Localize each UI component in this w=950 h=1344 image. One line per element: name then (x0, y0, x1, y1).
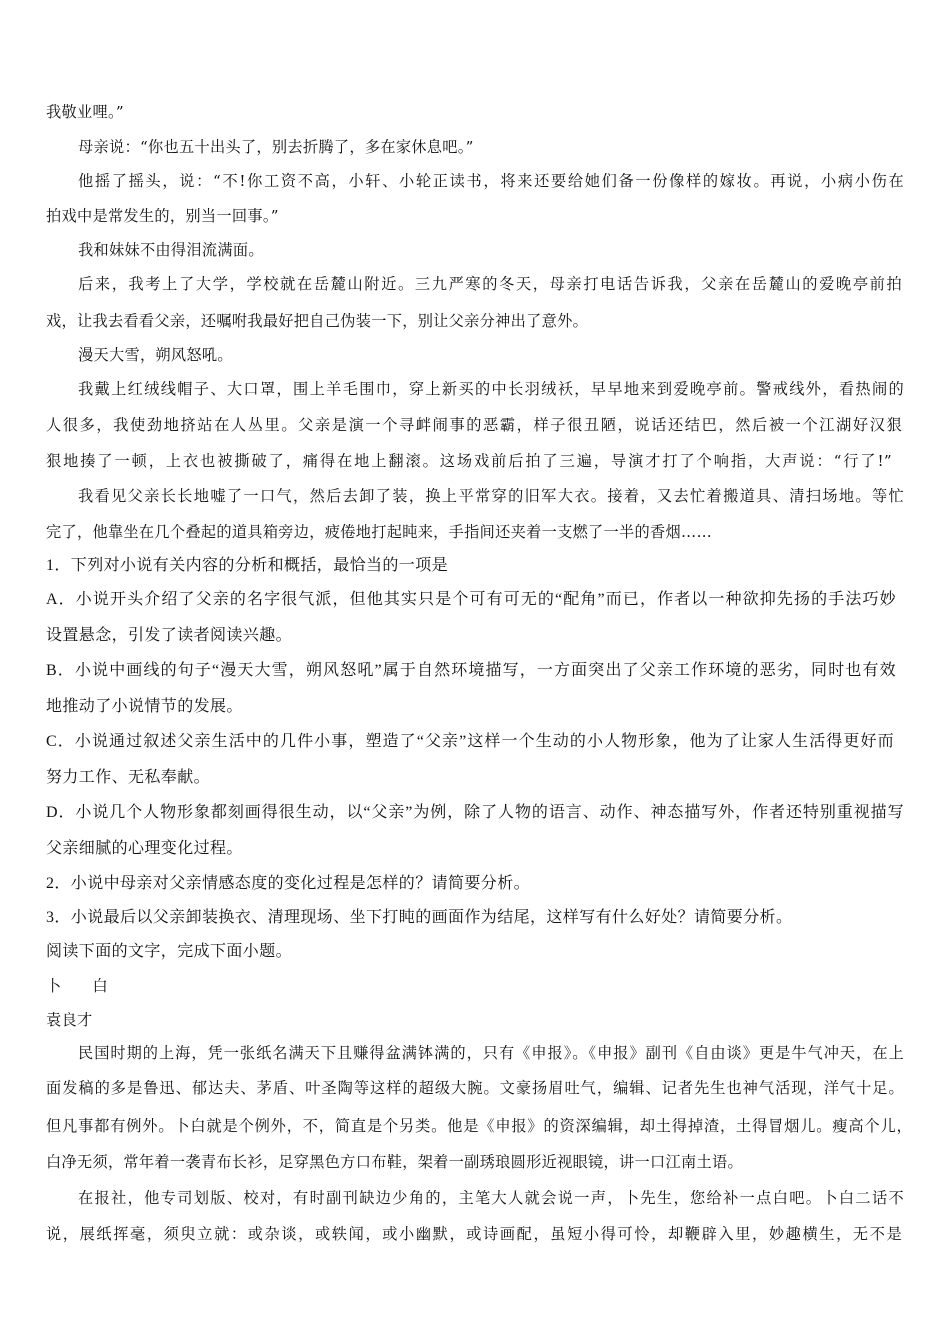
story2-title: 卜 白 (46, 977, 108, 995)
question-2: 2．小说中母亲对父亲情感态度的变化过程是怎样的？请简要分析。 (46, 875, 531, 892)
story1-line-3: 他摇了摇头，说：“不!你工资不高，小轩、小轮正读书，将来还要给她们备一份像样的嫁妆。再说，小病小伤在 (78, 172, 904, 190)
question-1-option-b-cont: 地推动了小说情节的发展。 (46, 698, 243, 715)
story2-line-4: 白净无须，常年着一袭青布长衫，足穿黑色方口布鞋，架着一副琇琅圆形近视眼镜，讲一口江南土语。 (46, 1153, 743, 1171)
story1-line-7: 戏，让我去看看父亲，还嘱咐我最好把自己伪装一下，别让父亲分神出了意外。 (46, 312, 589, 330)
story1-line-12: 我看见父亲长长地嘘了一口气，然后去卸了装，换上平常穿的旧军大衣。接着，又去忙着搬道具、清扫场地。等忙 (78, 487, 904, 505)
story1-line-11: 狠地揍了一顿，上衣也被撕破了，痛得在地上翻滚。这场戏前后拍了三遍，导演才打了个响指，大声说：“行了!” (46, 452, 892, 470)
story2-author: 袁良才 (46, 1011, 93, 1029)
story1-line-1: 我敬业哩。” (46, 103, 124, 121)
question-1-option-b: B．小说中画线的句子“漫天大雪，朔风怒吼”属于自然环境描写，一方面突出了父亲工作环境的恶劣，同时也有效 (46, 662, 896, 679)
story1-line-6: 后来，我考上了大学，学校就在岳麓山附近。三九严寒的冬天，母亲打电话告诉我，父亲在岳麓山的爱晚亭前拍 (78, 275, 902, 293)
question-1-option-c-cont: 努力工作、无私奉献。 (46, 769, 211, 786)
question-1-option-d-cont: 父亲细腻的心理变化过程。 (46, 840, 243, 857)
story1-line-9: 我戴上红绒线帽子、大口罩，围上羊毛围巾，穿上新买的中长羽绒袄，早早地来到爱晚亭前。警戒线外，看热闹的 (78, 380, 904, 398)
question-1-option-a: A．小说开头介绍了父亲的名字很气派，但他其实只是个可有可无的“配角”而已，作者以一种欲抑先扬的手法巧妙 (46, 591, 896, 608)
story1-line-2: 母亲说：“你也五十出头了，别去折腾了，多在家休息吧。” (78, 138, 474, 156)
story1-line-5: 我和妹妹不由得泪流满面。 (78, 241, 264, 259)
question-1-stem: 1．下列对小说有关内容的分析和概括，最恰当的一项是 (46, 557, 449, 574)
story2-line-6: 说，展纸挥毫，须臾立就：或杂谈，或轶闻，或小幽默，或诗画配，虽短小得可怜，却鞭辟入里，妙趣横生，无不是 (46, 1225, 902, 1243)
story2-line-1: 民国时期的上海，凭一张纸名满天下且赚得盆满钵满的，只有《申报》。《申报》副刊《自由谈》更是牛气冲天，在上 (78, 1044, 904, 1062)
question-1-option-a-cont: 设置悬念，引发了读者阅读兴趣。 (46, 627, 293, 644)
question-1-option-d: D．小说几个人物形象都刻画得很生动，以“父亲”为例，除了人物的语言、动作、神态描写外，作者还特别重视描写 (46, 804, 904, 821)
story1-line-10: 人很多，我使劲地挤站在人丛里。父亲是演一个寻衅闹事的恶霸，样子很丑陋，说话还结巴，然后被一个江湖好汉狠 (46, 416, 902, 434)
reading-instruction: 阅读下面的文字，完成下面小题。 (46, 943, 293, 960)
story1-line-8: 漫天大雪，朔风怒吼。 (78, 346, 233, 364)
story2-line-2: 面发稿的多是鲁迅、郁达夫、茅盾、叶圣陶等这样的超级大腕。文豪扬眉吐气，编辑、记者先生也神气活现，洋气十足。 (46, 1079, 904, 1097)
story1-line-13: 完了，他靠坐在几个叠起的道具箱旁边，疲倦地打起盹来，手指间还夹着一支燃了一半的香烟…… (46, 523, 712, 541)
question-1-option-c: C．小说通过叙述父亲生活中的几件小事，塑造了“父亲”这样一个生动的小人物形象，他为了让家人生活得更好而 (46, 733, 894, 750)
story1-line-4: 拍戏中是常发生的，别当一回事。” (46, 207, 279, 225)
question-3: 3．小说最后以父亲卸装换衣、清理现场、坐下打盹的画面作为结尾，这样写有什么好处？请简要分析。 (46, 909, 793, 926)
story2-line-3: 但凡事都有例外。卜白就是个例外，不，简直是个另类。他是《申报》的资深编辑，却土得掉渣，土得冒烟儿。瘦高个儿， (46, 1117, 912, 1135)
story2-line-5: 在报社，他专司划版、校对，有时副刊缺边少角的，主笔大人就会说一声，卜先生，您给补一点白吧。卜白二话不 (78, 1189, 904, 1207)
